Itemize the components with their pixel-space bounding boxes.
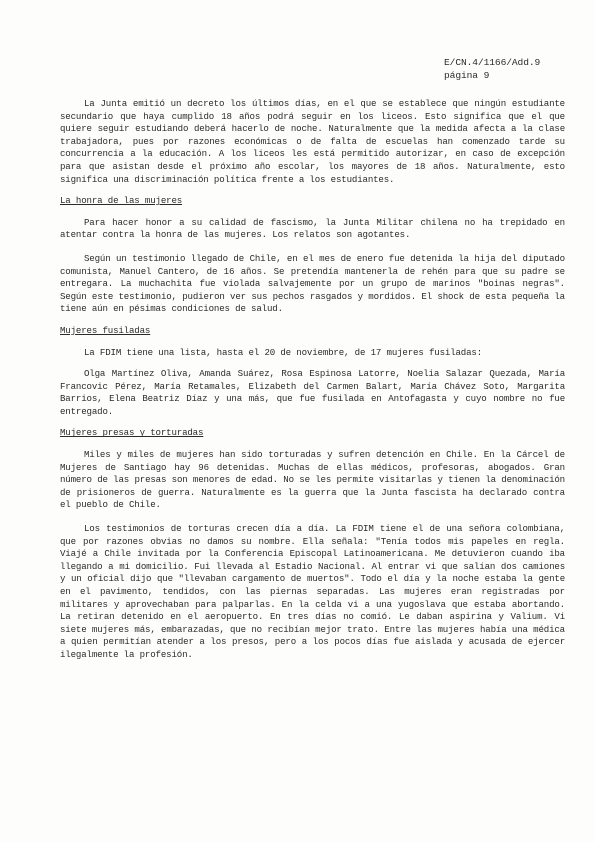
section-heading-fusiladas: Mujeres fusiladas (60, 324, 151, 336)
document-reference: E/CN.4/1166/Add.9 (444, 57, 541, 68)
document-body (60, 98, 565, 662)
paragraph-fdim-lista: La FDIM tiene una lista, hasta el 20 de noviembre, de 17 mujeres fusiladas: (84, 346, 483, 358)
paragraph-junta-decree: La Junta emitió un decreto los últimos días, en el que se establece que ningún estudiante secundario que haya cumplido 18 años podrá seguir en los liceos. Esto significa que el que quiere seguir estudiando deberá hacerlo de noche. Naturalmente que la medida afecta a la clase trabajadora, pues por razones económicas o de falta de escuelas han comenzado tarde su concurrencia a la educación. A los liceos les está permitido autorizar, en caso de excepción para que asistan desde el próximo año escolar, los mayores de 18 años. Naturalmente, esto significa una discriminación política frente a los estudiantes. (60, 98, 565, 185)
paragraph-nombres-fusiladas: Olga Martínez Oliva, Amanda Suárez, Rosa Espinosa Latorre, Noelia Salazar Quezada, María Francovic Pérez, María Retamales, Elizabeth del Carmen Balart, María Chávez Soto, Margarita Barrios, Elena Beatriz Díaz y una más, que fue fusilada en Antofagasta y cuyo nombre no fue entregado. (60, 368, 565, 417)
paragraph-honor-fascismo: Para hacer honor a su calidad de fascismo, la Junta Militar chilena no ha trepidado en atentar contra la honra de las mujeres. Los relatos son agotantes. (60, 216, 565, 241)
section-heading-honra: La honra de las mujeres (60, 195, 183, 207)
paragraph-testimonio-colombiana: Los testimonios de torturas crecen día a día. La FDIM tiene el de una señora colombiana, que por razones obvias no damos su nombre. Ella señala: "Tenía todos mis papeles en regla. Viajé a Chile invitada por la Conferencia Episcopal Latinoamericana. Me detuvieron cuando iba llegando a mi domicilio. Fui llevada al Estadio Nacional. Al entrar vi que salían dos camiones y un oficial dijo que "llevaban cargamento de muertos". Todo el día y la noche estaba la gente en el pavimento, tendidos, con las piernas separadas. Las mujeres eran registradas por militares y aprovechaban para palparlas. En la celda vi a una yugoslava que estaba abortando. La retiran detenido en el aeropuerto. En tres días no comió. Le daban aspirina y Valium. Vi siete mujeres más, embarazadas, que no recibían mejor trato. Entre las mujeres había una médica a quien permitían atender a los presos, pero a los pocos días fue aislada y acusada de ejercer ilegalmente la profesión. (60, 523, 565, 660)
page-number: página 9 (444, 70, 490, 81)
paragraph-testimonio-cantero: Según un testimonio llegado de Chile, en el mes de enero fue detenida la hija del diputado comunista, Manuel Cantero, de 16 años. Se pretendía mantenerla de rehén para que su padre se entregara. La muchachita fue violada salvajemente por un grupo de marinos "boinas negras". Según este testimonio, pudieron ver sus pechos rasgados y mordidos. El shock de esta pequeña la tiene aún en pésimas condiciones de salud. (60, 252, 565, 315)
section-heading-presas: Mujeres presas y torturadas (60, 427, 204, 439)
paragraph-carcel-mujeres: Miles y miles de mujeres han sido torturadas y sufren detención en Chile. En la Cárcel de Mujeres de Santiago hay 96 detenidas. Muchas de ellas médicos, profesoras, abogados. Gran número de las presas son menores de edad. No se les permite visitarlas y tienen la denominación de prisioneros de guerra. Naturalmente es la guerra que la Junta fascista ha declarado contra el pueblo de Chile. (60, 449, 565, 511)
document-header (444, 56, 540, 82)
